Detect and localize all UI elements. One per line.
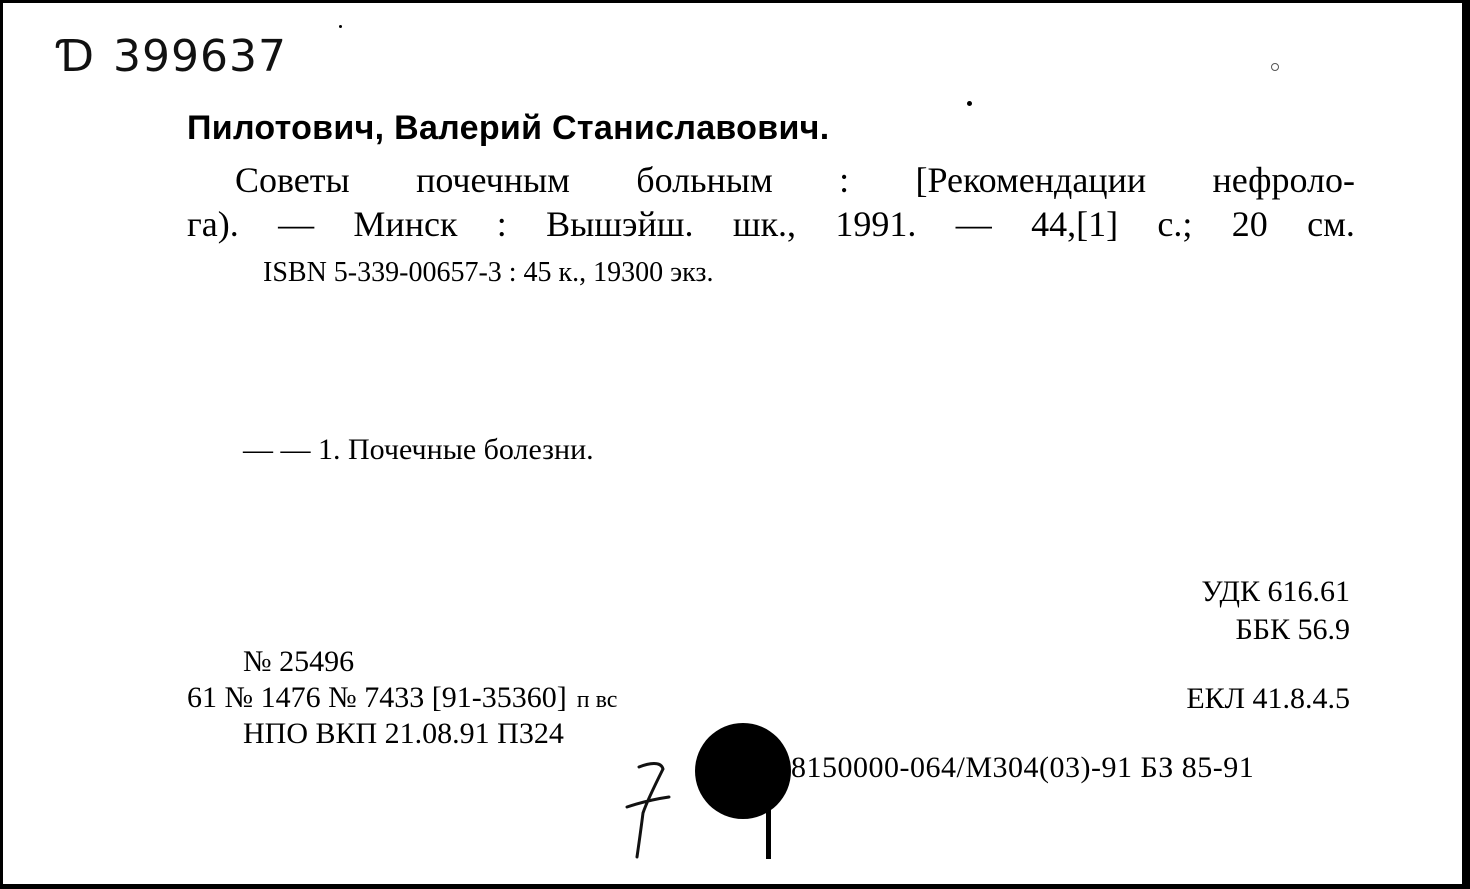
title-word: : <box>839 160 850 200</box>
title-word: почечным <box>416 160 570 200</box>
speck <box>967 101 972 106</box>
print-line-suffix: п вс <box>576 687 618 713</box>
order-number: № 25496 <box>243 645 355 678</box>
title-word: 20 <box>1231 204 1268 244</box>
title-line-2 <box>187 203 1355 245</box>
card-number-value: 399637 <box>113 31 287 82</box>
ink-blot <box>695 723 791 819</box>
card-number-prefix: Ɗ <box>58 31 96 82</box>
title-word: нефроло- <box>1212 160 1355 200</box>
title-word: с.; <box>1157 204 1193 244</box>
isbn-line: ISBN 5-339-00657-3 : 45 к., 19300 экз. <box>263 257 714 288</box>
speck <box>339 25 342 28</box>
ink-drip <box>766 803 771 859</box>
author-heading: Пилотович, Валерий Станиславович. <box>187 109 830 147</box>
title-word: больным <box>636 160 773 200</box>
title-word: Советы <box>235 160 350 200</box>
catalog-card <box>3 3 1466 884</box>
ekl-code: ЕКЛ 41.8.4.5 <box>1186 682 1350 715</box>
udk-code: УДК 616.61 <box>1201 575 1350 608</box>
publisher-code: 8150000-064/М304(03)-91 БЗ 85-91 <box>791 751 1255 784</box>
title-word: : <box>496 204 507 244</box>
title-word: — <box>278 204 315 244</box>
title-word: га). <box>187 204 239 244</box>
print-line-text: 61 № 1476 № 7433 [91-35360] <box>187 681 567 714</box>
title-word: — <box>955 204 992 244</box>
print-line <box>187 681 617 715</box>
title-word: Вышэйш. <box>546 204 694 244</box>
title-line-1 <box>235 159 1355 201</box>
title-word: [Рекомендации <box>915 160 1147 200</box>
title-word: 44,[1] <box>1031 204 1119 244</box>
title-word: шк., <box>732 204 797 244</box>
title-word: 1991. <box>835 204 917 244</box>
npo-line: НПО ВКП 21.08.91 П324 <box>243 717 564 750</box>
handwritten-mark <box>619 755 679 865</box>
card-number <box>58 31 287 82</box>
bbk-code: ББК 56.9 <box>1235 613 1350 646</box>
speck-ring <box>1271 63 1279 71</box>
title-word: Минск <box>353 204 458 244</box>
subject-heading: — — 1. Почечные болезни. <box>243 433 594 466</box>
title-word: см. <box>1307 204 1355 244</box>
